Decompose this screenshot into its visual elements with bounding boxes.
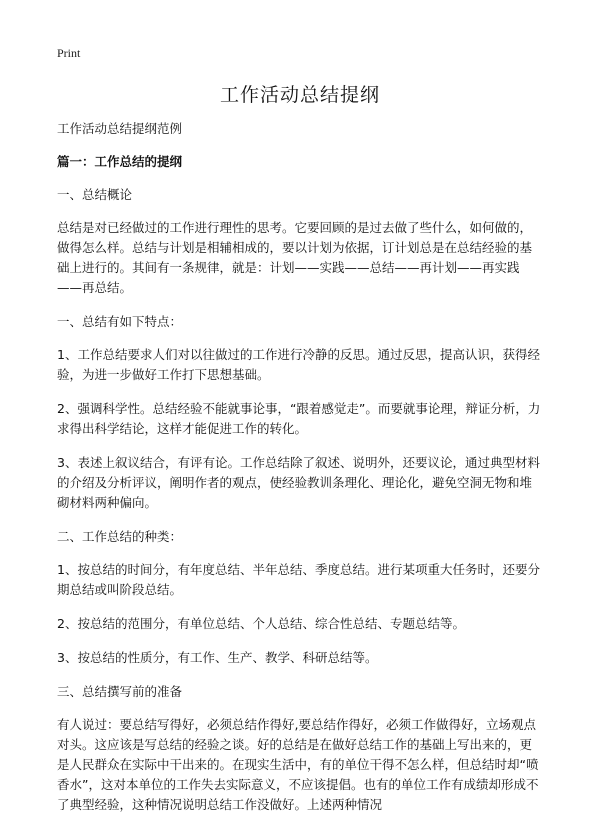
- document-title: 工作活动总结提纲: [219, 84, 380, 106]
- document-subtitle: 工作活动总结提纲范例: [57, 121, 183, 136]
- paragraph: 总结是对已经做过的工作进行理性的思考。它要回顾的是过去做了些什么，如何做的，做得怎么样。总结与计划是相辅相成的，要以计划为依据，订计划总是在总结经验的基础上进行的。其间有一条规律，就是：计划——实践——总结——再计划——再实践——再总结。: [57, 220, 533, 295]
- paragraph: 3、表述上叙议结合，有评有论。工作总结除了叙述、说明外，还要议论，通过典型材料的介绍及分析评议，阐明作者的观点，使经验教训条理化、理论化，避免空洞无物和堆砌材料两种偏向。: [57, 455, 540, 510]
- document-body: [57, 119, 543, 829]
- chapter-heading: 篇一：工作总结的提纲: [57, 154, 183, 169]
- paragraph: 1、按总结的时间分，有年度总结、半年总结、季度总结。进行某项重大任务时，还要分期总结或叫阶段总结。: [57, 562, 540, 597]
- print-link[interactable]: Print: [57, 46, 81, 60]
- section-heading: 二、工作总结的种类：: [57, 529, 183, 544]
- paragraph: 有人说过：要总结写得好，必须总结作得好,要总结作得好，必须工作做得好，立场观点对头。这应该是写总结的经验之谈。好的总结是在做好总结工作的基础上写出来的，更是人民群众在实际中干出来的。在现实生活中，有的单位干得不怎么样，但总结时却“喷香水”，这对本单位的工作失去实际意义，不应该提倡。也有的单位工作有成绩却形成不了典型经验，这种情况说明总结工作没做好。上述两种情况: [57, 717, 539, 812]
- section-heading: 一、总结有如下特点：: [57, 314, 183, 329]
- paragraph: 1、工作总结要求人们对以往做过的工作进行冷静的反思。通过反思，提高认识，获得经验，为进一步做好工作打下思想基础。: [57, 347, 540, 382]
- section-heading: 一、总结概论: [57, 187, 133, 202]
- section-heading: 三、总结撰写前的准备: [57, 684, 183, 699]
- paragraph: 2、强调科学性。总结经验不能就事论事，“跟着感觉走”。而要就事论理，辩证分析，力求得出科学结论，这样才能促进工作的转化。: [57, 401, 541, 436]
- paragraph: 3、按总结的性质分，有工作、生产、教学、科研总结等。: [57, 650, 378, 665]
- paragraph: 2、按总结的范围分，有单位总结、个人总结、综合性总结、专题总结等。: [57, 616, 465, 631]
